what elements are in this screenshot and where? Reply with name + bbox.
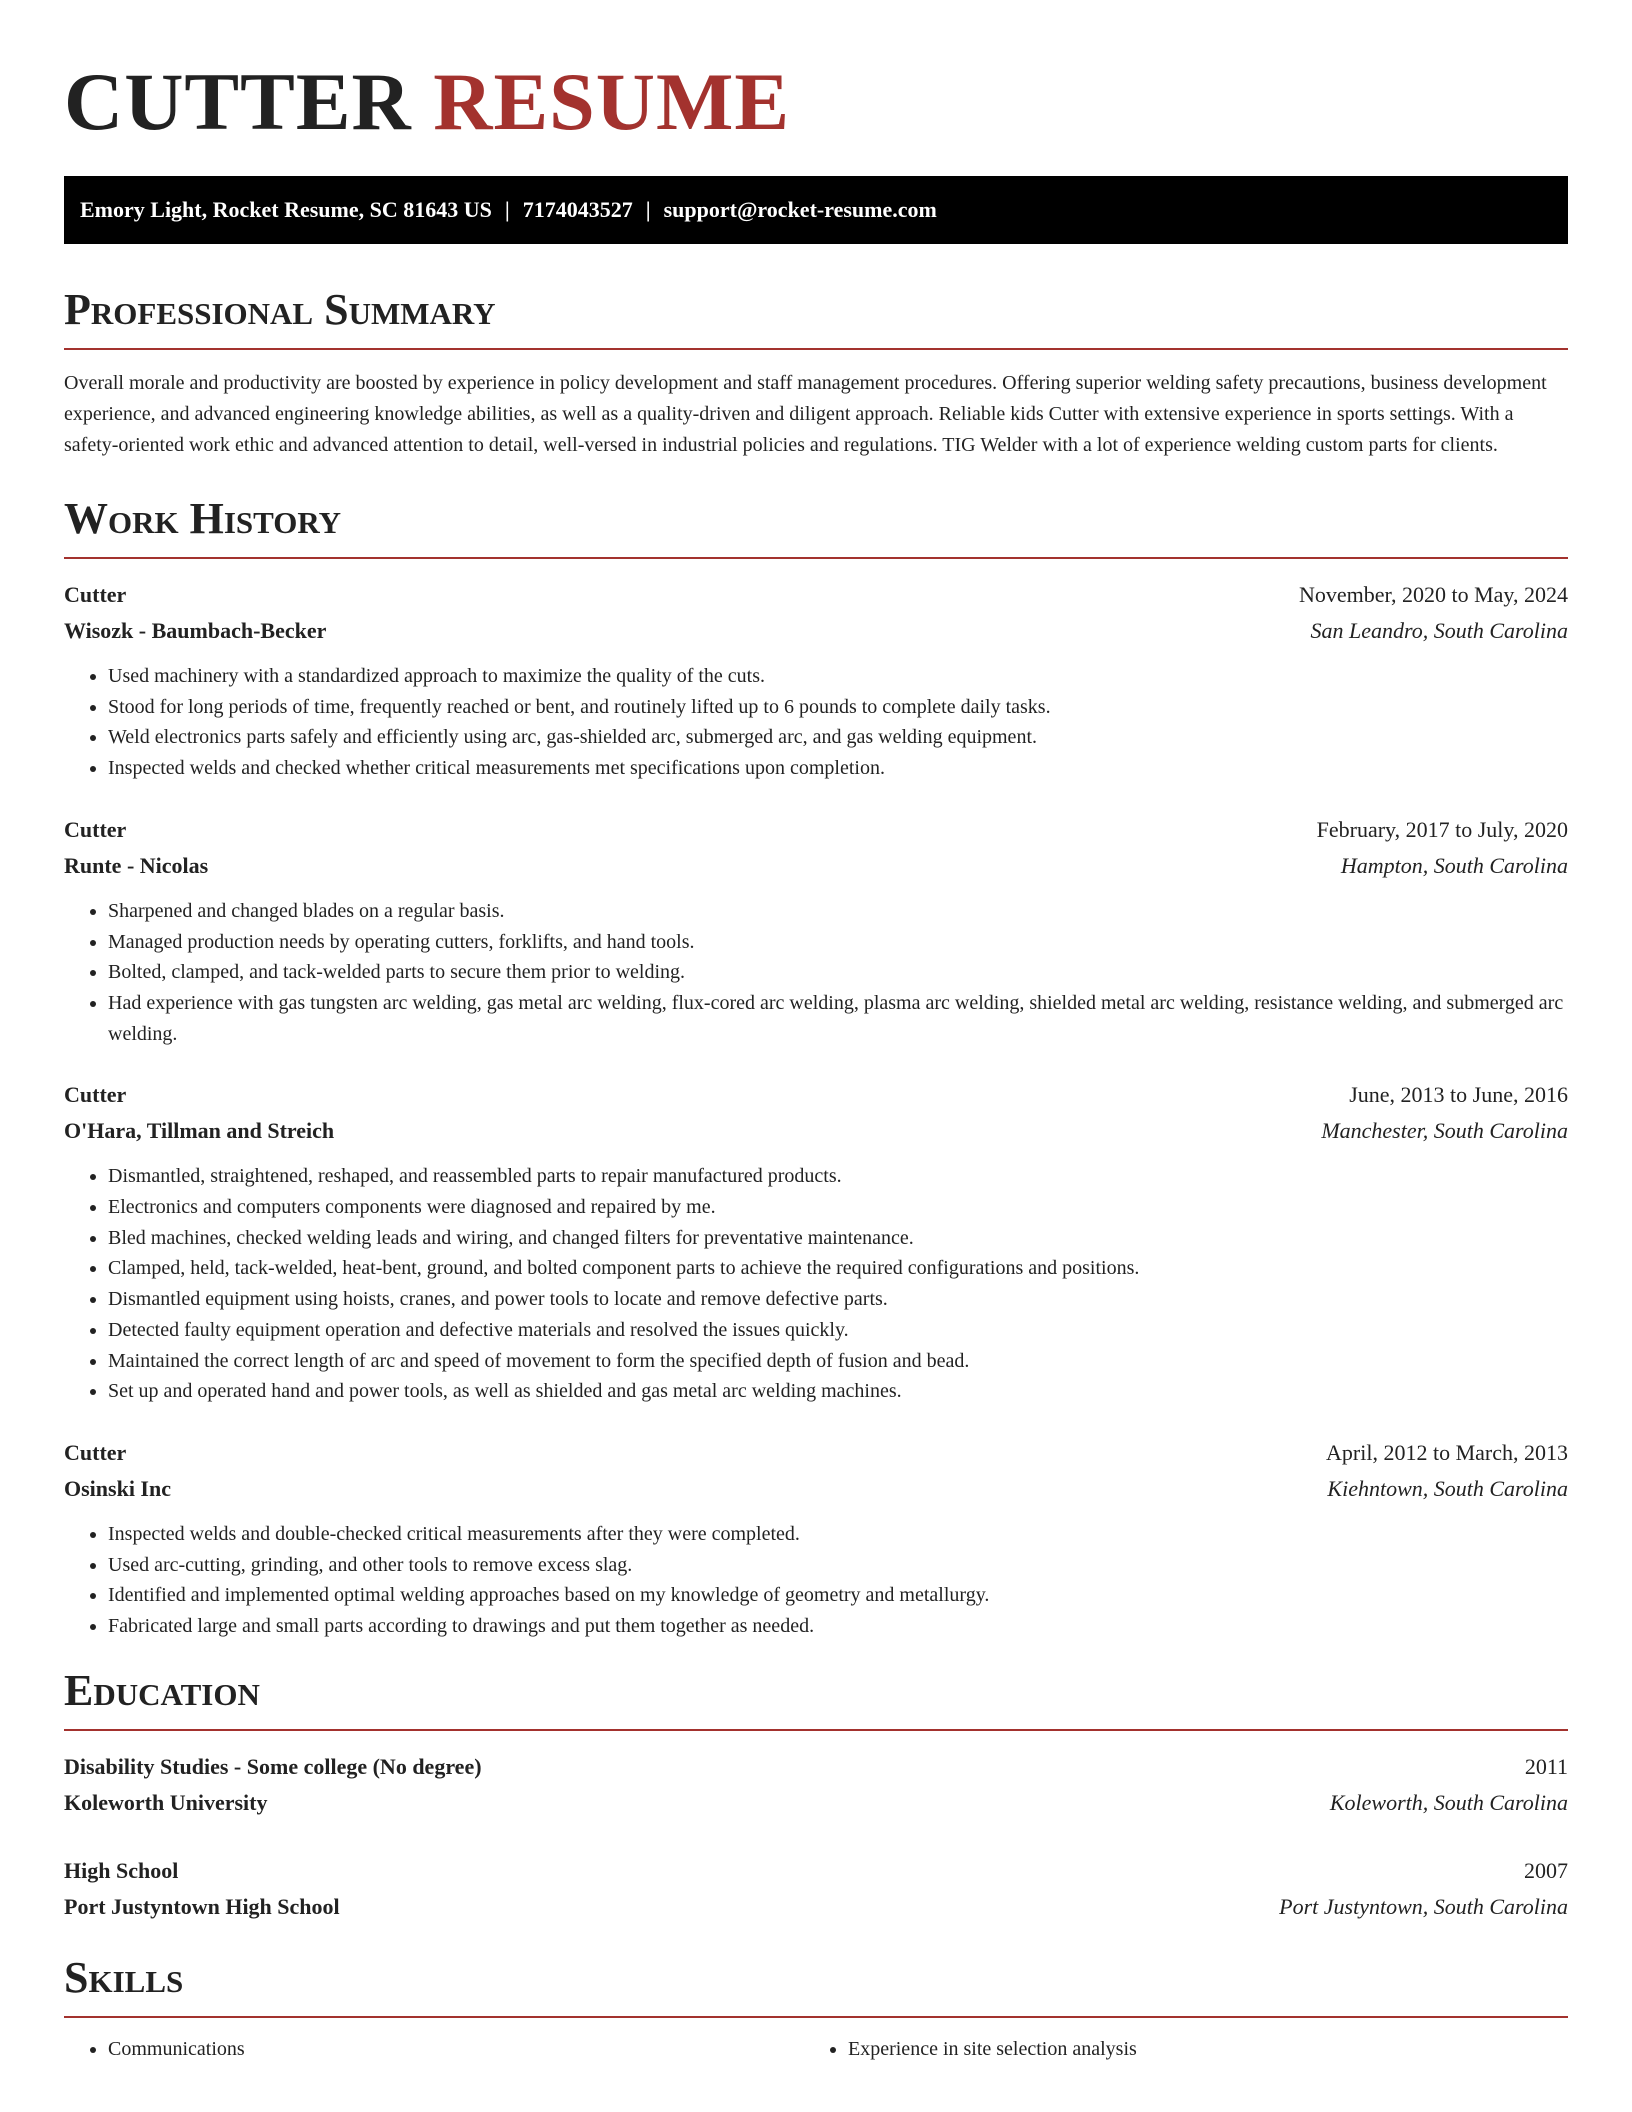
education-year: 2011 [1524,1753,1568,1779]
list-item: • Bolted, clamped, and tack-welded parts to secure them prior to welding. [108,957,1568,988]
section-heading-skills: Skills [64,1952,184,2002]
title-first-word: CUTTER [64,56,412,147]
list-item: • Sharpened and changed blades on a regular basis. [108,896,1568,927]
job-title: Cutter [64,1439,127,1465]
job-entry [64,812,1568,1050]
summary-paragraph: Overall morale and productivity are boosted by experience in policy development and staff management procedures. Offering superior welding safety precautions, business development experience, and advanced engineering knowledge abilities, as well as a quality-driven and diligent approach. Reliable kids Cutter with extensive experience in sports settings. With a safety-oriented work ethic and advanced attention to detail, well-versed in industrial policies and regulations. TIG Welder with a lot of experience welding custom parts for clients. [64,372,1547,456]
list-item: • Fabricated large and small parts according to drawings and put them together as needed. [108,1611,1568,1642]
list-item: • Identified and implemented optimal welding approaches based on my knowledge of geometry and metallurgy. [108,1580,1568,1611]
list-item: • Set up and operated hand and power tools, as well as shielded and gas metal arc welding machines. [108,1376,1568,1407]
list-item: • Experience in site selection analysis [848,2034,1544,2064]
list-item: • Maintained the correct length of arc and speed of movement to form the specified depth of fusion and bead. [108,1346,1568,1377]
job-duties-list [64,1519,1568,1642]
job-location: Kiehntown, South Carolina [1327,1475,1568,1501]
job-duties-list [64,1161,1568,1407]
list-item: • Stood for long periods of time, frequently reached or bent, and routinely lifted up to 6 pounds to complete daily tasks. [108,692,1568,723]
skills-section [64,1953,1568,2064]
job-dates: June, 2013 to June, 2016 [1349,1082,1568,1108]
job-entry [64,1077,1568,1407]
list-item: • Detected faulty equipment operation and defective materials and resolved the issues quickly. [108,1315,1568,1346]
summary-section [64,285,1568,461]
list-item: • Dismantled equipment using hoists, cranes, and power tools to locate and remove defective parts. [108,1284,1568,1315]
contact-bar [64,176,1568,244]
education-section [64,1666,1568,1925]
education-location: Koleworth, South Carolina [1329,1789,1568,1815]
list-item: • Used arc-cutting, grinding, and other tools to remove excess slag. [108,1550,1568,1581]
job-duties-list [64,896,1568,1050]
contact-separator: | [645,197,651,222]
education-location: Port Justyntown, South Carolina [1279,1893,1568,1919]
section-divider [64,557,1568,559]
job-company: O'Hara, Tillman and Streich [64,1118,335,1144]
job-title: Cutter [64,1082,127,1108]
job-entry [64,1435,1568,1642]
education-entry [64,1749,1568,1821]
list-item: • Electronics and computers components were diagnosed and repaired by me. [108,1192,1568,1223]
list-item: • Inspected welds and double-checked critical measurements after they were completed. [108,1519,1568,1550]
section-heading-education: Education [64,1665,260,1715]
contact-email: support@rocket-resume.com [663,197,937,222]
contact-phone: 7174043527 [522,197,633,222]
skills-list-right [804,2034,1544,2064]
education-entry [64,1853,1568,1925]
job-location: Hampton, South Carolina [1340,852,1568,878]
section-divider [64,1729,1568,1731]
education-school: Port Justyntown High School [64,1893,340,1919]
education-degree: Disability Studies - Some college (No degree) [64,1753,482,1779]
skills-list-left [64,2034,804,2064]
section-divider [64,348,1568,350]
education-degree: High School [64,1857,179,1883]
job-location: San Leandro, South Carolina [1310,618,1568,643]
job-title: Cutter [64,582,127,607]
section-heading-work-history: Work History [64,494,342,543]
list-item: • Bled machines, checked welding leads and wiring, and changed filters for preventative maintenance. [108,1223,1568,1254]
resume-page [64,0,1568,2064]
job-company: Runte - Nicolas [64,852,209,878]
list-item: • Had experience with gas tungsten arc welding, gas metal arc welding, flux-cored arc welding, plasma arc welding, shielded metal arc welding, resistance welding, and submerged arc welding. [108,988,1568,1049]
list-item: • Communications [108,2034,804,2064]
job-title: Cutter [64,816,127,842]
section-heading-summary: Professional Summary [64,285,496,334]
work-history-section [64,494,1568,1642]
job-dates: February, 2017 to July, 2020 [1316,816,1568,842]
list-item: • Weld electronics parts safely and efficiently using arc, gas-shielded arc, submerged arc, and gas welding equipment. [108,722,1568,753]
resume-title [64,0,1568,152]
title-second-word: RESUME [433,56,791,147]
list-item: • Dismantled, straightened, reshaped, and reassembled parts to repair manufactured products. [108,1161,1568,1192]
job-location: Manchester, South Carolina [1321,1118,1568,1144]
job-company: Wisozk - Baumbach-Becker [64,618,327,643]
job-entry [64,577,1568,784]
list-item: • Clamped, held, tack-welded, heat-bent, ground, and bolted component parts to achieve the required configurations and positions. [108,1253,1568,1284]
section-divider [64,2016,1568,2018]
job-duties-list [64,661,1568,784]
education-year: 2007 [1524,1857,1568,1883]
job-company: Osinski Inc [64,1475,171,1501]
list-item: • Managed production needs by operating cutters, forklifts, and hand tools. [108,927,1568,958]
job-dates: November, 2020 to May, 2024 [1299,582,1568,607]
list-item: • Inspected welds and checked whether critical measurements met specifications upon completion. [108,753,1568,784]
contact-address: Emory Light, Rocket Resume, SC 81643 US [80,197,492,222]
education-school: Koleworth University [64,1789,268,1815]
skills-columns [64,2034,1568,2064]
contact-separator: | [504,197,510,222]
list-item: • Used machinery with a standardized approach to maximize the quality of the cuts. [108,661,1568,692]
job-dates: April, 2012 to March, 2013 [1326,1439,1568,1465]
